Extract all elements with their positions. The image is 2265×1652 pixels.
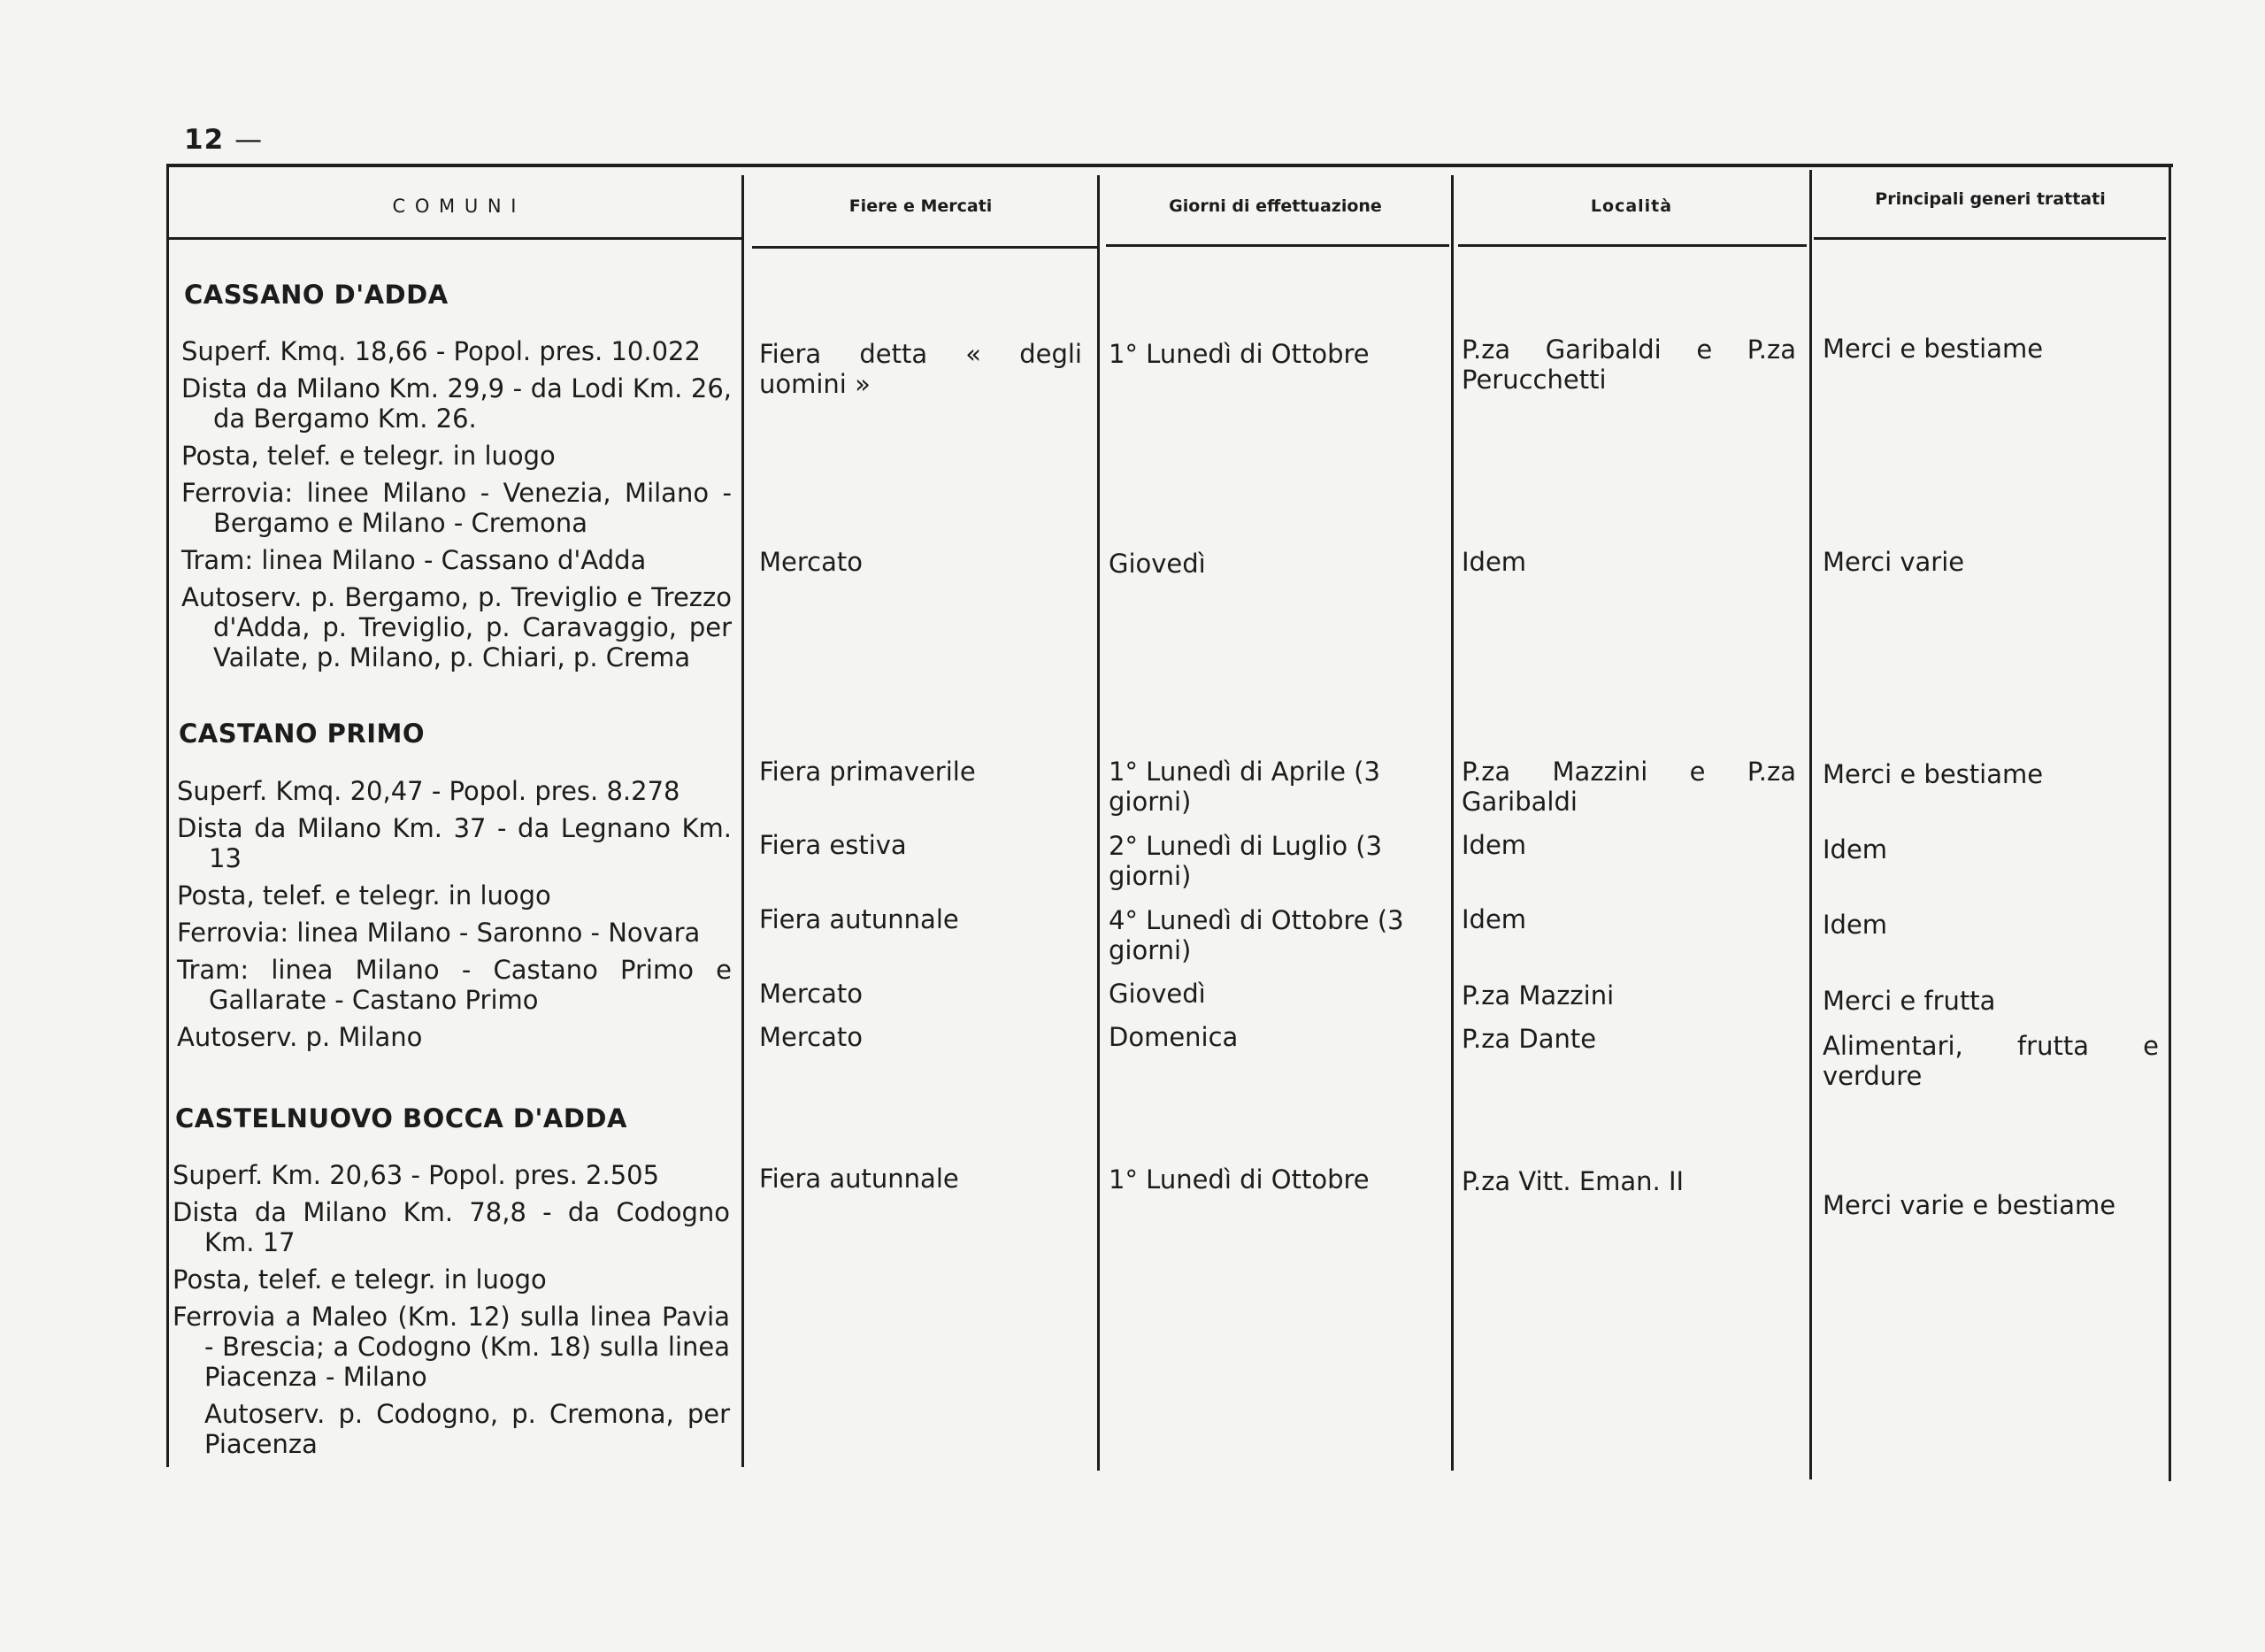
cell-fiera: Mercato — [759, 979, 863, 1009]
cell-localita: P.za Mazzini — [1462, 980, 1615, 1010]
cell-giorno: 4° Lunedì di Ottobre (3 giorni) — [1109, 905, 1404, 965]
info-line: Ferrovia: linee Milano - Venezia, Milano - Bergamo e Milano - Cremona — [181, 478, 732, 538]
header-rule-generi — [1814, 237, 2166, 240]
column-divider-2 — [1097, 175, 1100, 1471]
cell-fiera: Fiera estiva — [759, 830, 907, 860]
table-left-border — [166, 164, 169, 1467]
cell-giorno: 2° Lunedì di Luglio (3 giorni) — [1109, 831, 1383, 891]
header-rule-giorni — [1106, 244, 1449, 247]
info-line: Posta, telef. e telegr. in luogo — [181, 441, 556, 471]
header-fiere: Fiere e Mercati — [848, 196, 993, 216]
section-info-cassano — [181, 336, 732, 680]
info-line: Tram: linea Milano - Cassano d'Adda — [181, 545, 647, 575]
info-line: Autoserv. p. Codogno, p. Cremona, per Piacenza — [204, 1399, 730, 1459]
cell-giorno: 1° Lunedì di Ottobre — [1109, 1164, 1370, 1195]
cell-generi: Merci e frutta — [1823, 986, 1996, 1016]
info-line: Superf. Kmq. 18,66 - Popol. pres. 10.022 — [181, 336, 701, 366]
cell-fiera: Fiera autunnale — [759, 904, 959, 934]
cell-giorno: 1° Lunedì di Ottobre — [1109, 339, 1370, 369]
cell-fiera: Fiera detta « degli uomini » — [759, 339, 1082, 399]
section-title-castano: CASTANO PRIMO — [179, 718, 425, 749]
cell-localita: P.za Dante — [1462, 1024, 1597, 1054]
info-line: Ferrovia a Maleo (Km. 12) sulla linea Pavia - Brescia; a Codogno (Km. 18) sulla linea Piacenza - Milano — [173, 1302, 730, 1392]
header-comuni: C O M U N I — [392, 196, 518, 217]
cell-giorno: Giovedì — [1109, 979, 1206, 1009]
cell-localita: Idem — [1462, 547, 1527, 577]
cell-localita: Idem — [1462, 904, 1527, 934]
info-line: Superf. Km. 20,63 - Popol. pres. 2.505 — [173, 1160, 660, 1190]
cell-fiera: Fiera autunnale — [759, 1164, 959, 1194]
cell-fiera: Mercato — [759, 547, 863, 577]
cell-localita: Idem — [1462, 830, 1527, 860]
cell-generi: Merci varie — [1823, 547, 1965, 577]
info-line: Dista da Milano Km. 37 - da Legnano Km. 13 — [177, 813, 732, 873]
cell-generi: Merci e bestiame — [1823, 334, 2044, 364]
cell-giorno: Giovedì — [1109, 549, 1206, 579]
section-info-castano — [177, 776, 732, 1059]
info-line: Posta, telef. e telegr. in luogo — [177, 880, 551, 911]
info-line: Dista da Milano Km. 29,9 - da Lodi Km. 26, da Bergamo Km. 26. — [181, 373, 732, 434]
header-localita: Località — [1590, 196, 1673, 216]
column-divider-4 — [1809, 170, 1812, 1479]
cell-generi: Merci varie e bestiame — [1823, 1190, 2116, 1220]
cell-giorno: Domenica — [1109, 1022, 1239, 1052]
info-line: Superf. Kmq. 20,47 - Popol. pres. 8.278 — [177, 776, 680, 806]
page-number: 12 — — [184, 124, 264, 156]
cell-giorno: 1° Lunedì di Aprile (3 giorni) — [1109, 757, 1380, 817]
header-generi: Principali generi trattati — [1875, 189, 2106, 209]
section-info-castelnuovo — [173, 1160, 730, 1466]
section-title-cassano: CASSANO D'ADDA — [184, 280, 449, 310]
info-line: Ferrovia: linea Milano - Saronno - Novara — [177, 918, 701, 948]
column-divider-1 — [741, 175, 744, 1467]
cell-generi: Alimentari, frutta e verdure — [1823, 1031, 2159, 1091]
info-line: Tram: linea Milano - Castano Primo e Gallarate - Castano Primo — [177, 955, 732, 1015]
table-right-border — [2169, 166, 2171, 1481]
cell-generi: Idem — [1823, 910, 1888, 940]
info-line: Dista da Milano Km. 78,8 - da Codogno Km. 17 — [173, 1197, 730, 1257]
header-rule-comuni — [169, 237, 741, 240]
cell-fiera: Mercato — [759, 1022, 863, 1052]
cell-generi: Merci e bestiame — [1823, 759, 2044, 789]
info-line: Autoserv. p. Bergamo, p. Treviglio e Trezzo d'Adda, p. Treviglio, p. Caravaggio, per Vailate, p. Milano, p. Chiari, p. Crema — [181, 582, 732, 672]
cell-fiera: Fiera primaverile — [759, 757, 976, 787]
info-line: Autoserv. p. Milano — [177, 1022, 423, 1052]
column-divider-3 — [1451, 175, 1454, 1471]
header-rule-fiere — [752, 246, 1097, 249]
table-top-rule — [166, 164, 2173, 167]
cell-localita: P.za Garibaldi e P.za Perucchetti — [1462, 334, 1796, 395]
header-rule-localita — [1458, 244, 1807, 247]
cell-localita: P.za Mazzini e P.za Garibaldi — [1462, 757, 1796, 817]
cell-localita: P.za Vitt. Eman. II — [1462, 1166, 1685, 1196]
info-line: Posta, telef. e telegr. in luogo — [173, 1264, 547, 1295]
cell-generi: Idem — [1823, 834, 1888, 864]
header-giorni: Giorni di effettuazione — [1169, 196, 1382, 216]
section-title-castelnuovo: CASTELNUOVO BOCCA D'ADDA — [175, 1103, 627, 1133]
